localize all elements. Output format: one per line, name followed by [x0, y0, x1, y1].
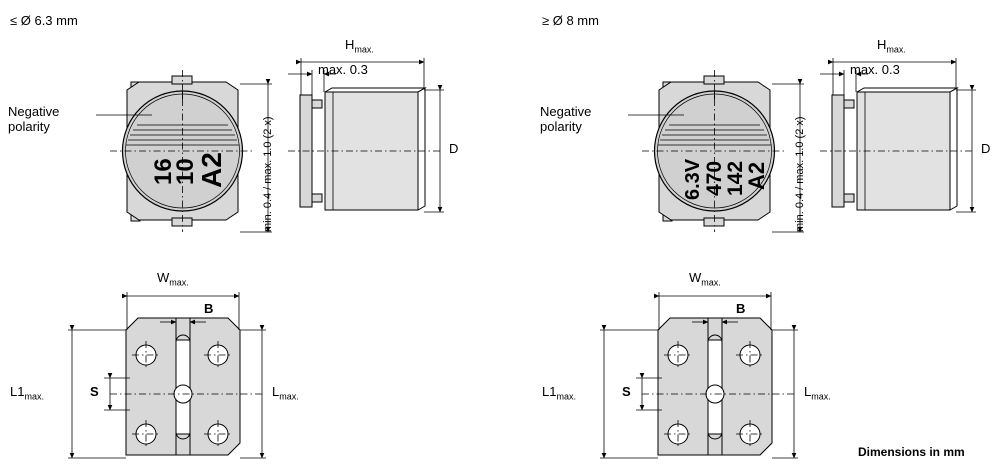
- right-h-text: H: [877, 37, 887, 52]
- right-lead-dimension-label: min. 0.4 / max. 1.0 (2 x): [794, 116, 806, 232]
- left-l-label: [272, 385, 299, 402]
- right-polarity-line2: polarity: [540, 118, 582, 134]
- right-d-label: D: [981, 141, 991, 156]
- left-l-text: L: [272, 384, 280, 399]
- right-w-text: W: [689, 270, 702, 285]
- left-polarity-label: [8, 105, 59, 135]
- left-size-label: ≤ Ø 6.3 mm: [10, 13, 78, 28]
- right-marking-line4: 6.3V: [682, 158, 704, 200]
- left-polarity-line2: polarity: [8, 118, 50, 134]
- left-h-dimension-label: [345, 38, 374, 55]
- right-marking-line3: 470: [703, 160, 726, 196]
- left-l1-sub: max.: [24, 391, 44, 402]
- left-gap-label: max. 0.3: [318, 62, 368, 77]
- left-polarity-line1: Negative: [8, 104, 60, 119]
- left-l1-label: [10, 385, 44, 402]
- left-marking-line1: A2: [196, 152, 227, 188]
- right-w-label: [689, 271, 721, 288]
- left-l-sub: max.: [279, 391, 299, 402]
- left-marking-line3: 16: [150, 158, 177, 185]
- left-l1-text: L1: [10, 384, 25, 399]
- right-gap-label: max. 0.3: [850, 62, 900, 77]
- right-marking-line2: 142: [724, 160, 747, 196]
- left-w-text: W: [157, 270, 170, 285]
- right-polarity-label: [540, 105, 591, 135]
- left-s-label: S: [90, 384, 99, 399]
- right-l-sub: max.: [811, 391, 831, 402]
- right-h-sub: max.: [886, 44, 906, 55]
- left-b-label: B: [204, 301, 214, 316]
- right-l1-text: L1: [542, 384, 557, 399]
- right-b-label: B: [736, 301, 746, 316]
- right-l-label: [804, 385, 831, 402]
- left-h-sub: max.: [354, 44, 374, 55]
- dimensions-note: Dimensions in mm: [858, 445, 965, 459]
- left-w-sub: max.: [169, 277, 189, 288]
- right-s-label: S: [622, 384, 631, 399]
- left-w-label: [157, 271, 189, 288]
- right-h-dimension-label: [877, 38, 906, 55]
- right-l1-label: [542, 385, 576, 402]
- right-size-label: ≥ Ø 8 mm: [542, 13, 599, 28]
- left-marking-line2: 10: [172, 158, 199, 185]
- right-l-text: L: [804, 384, 812, 399]
- right-marking-line1: A2: [744, 161, 769, 190]
- right-polarity-line1: Negative: [540, 104, 592, 119]
- left-h-text: H: [345, 37, 355, 52]
- left-lead-dimension-label: min. 0.4 / max. 1.0 (2 x): [262, 116, 274, 232]
- right-w-sub: max.: [701, 277, 721, 288]
- left-d-label: D: [449, 141, 459, 156]
- right-l1-sub: max.: [556, 391, 576, 402]
